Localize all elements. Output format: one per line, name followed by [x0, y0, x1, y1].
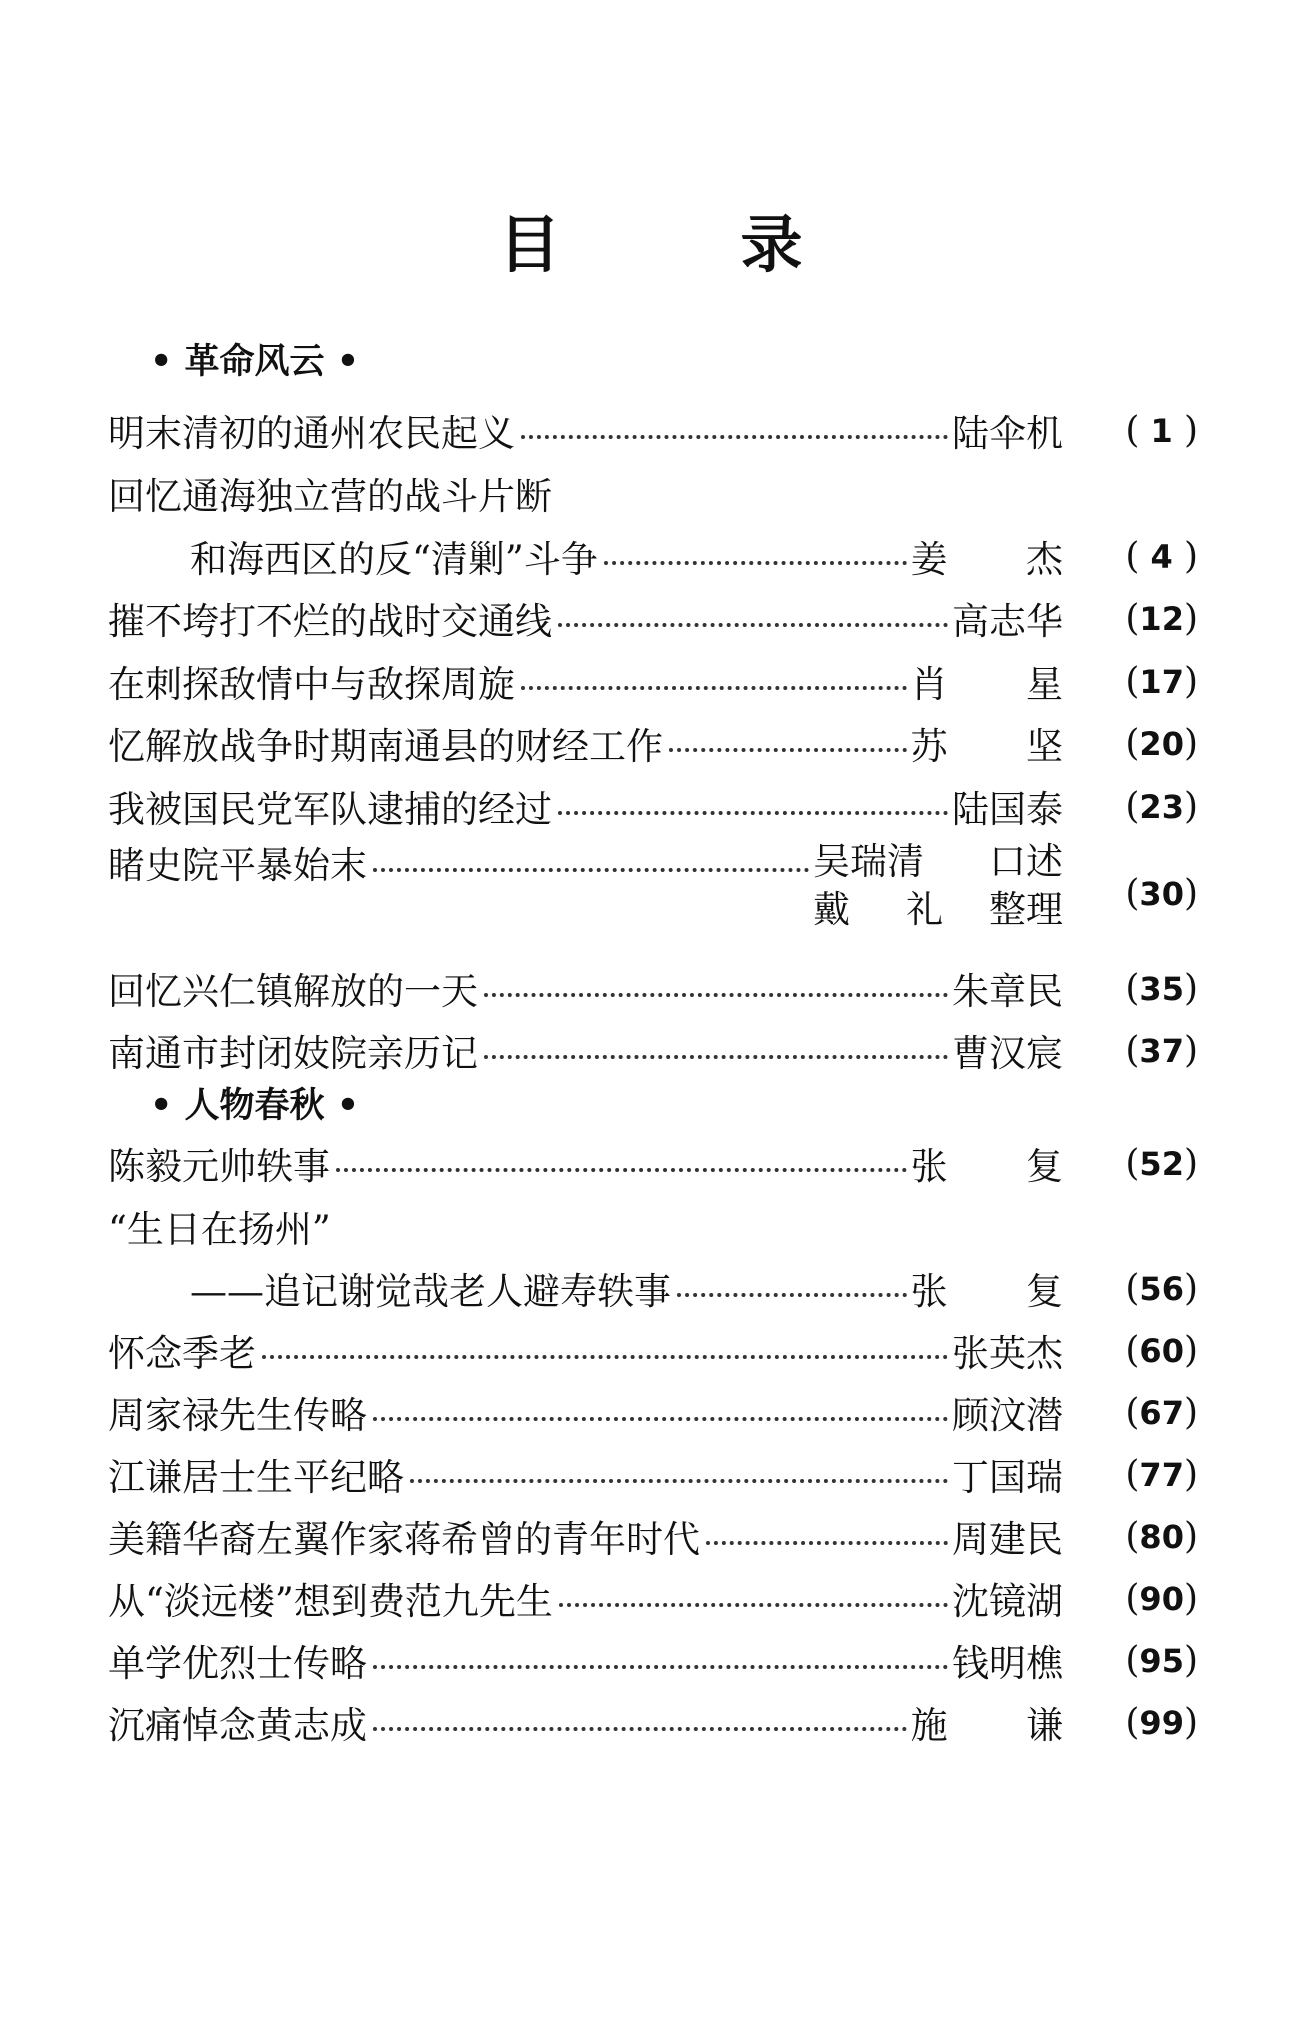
entry-title: 明末清初的通州农民起义: [108, 412, 515, 455]
entry-page: (52): [1125, 1142, 1198, 1184]
toc-entry[interactable]: [108, 838, 1198, 948]
entry-title: 沉痛悼念黄志成: [108, 1704, 367, 1747]
dot-leader: [669, 748, 907, 752]
entry-author: 高志华: [952, 600, 1063, 643]
entry-page: (35): [1125, 967, 1198, 1009]
page-number: 90: [1139, 1579, 1184, 1618]
entry-page: (37): [1125, 1029, 1198, 1071]
entry-title: 周家禄先生传略: [108, 1394, 367, 1437]
entry-author: 周建民: [952, 1518, 1063, 1561]
entry-page: (60): [1125, 1329, 1198, 1371]
toc-entry[interactable]: [108, 1135, 1198, 1191]
dot-leader: [373, 1417, 948, 1421]
dot-leader: [410, 1479, 948, 1483]
entry-author: 朱章民: [952, 970, 1063, 1013]
toc-entry[interactable]: [108, 1570, 1198, 1626]
entry-author: 顾汶潜: [952, 1394, 1063, 1437]
page-number: 17: [1139, 662, 1184, 701]
entry-page: (95): [1125, 1639, 1198, 1681]
entry-title: 江谦居士生平纪略: [108, 1456, 404, 1499]
credit-role: 整理: [989, 888, 1063, 931]
entry-title: 摧不垮打不烂的战时交通线: [108, 600, 552, 643]
toc-entry[interactable]: [108, 960, 1198, 1016]
toc-entry[interactable]: [108, 778, 1198, 834]
page-number: 1: [1150, 411, 1173, 450]
page-number: 99: [1139, 1703, 1184, 1742]
entry-page: (17): [1125, 660, 1198, 702]
dot-leader: [373, 868, 809, 872]
toc-entry[interactable]: [108, 1022, 1198, 1078]
entry-page: (30): [1125, 872, 1198, 914]
entry-author: 苏 坚: [910, 725, 1097, 768]
page-number: 35: [1139, 969, 1184, 1008]
page-number: 77: [1139, 1455, 1184, 1494]
section-heading-revolution: • 革命风云 •: [150, 342, 360, 382]
page-number: 67: [1139, 1393, 1184, 1432]
entry-title: 南通市封闭妓院亲历记: [108, 1032, 478, 1075]
credit-block: [813, 838, 1063, 934]
toc-entry[interactable]: [108, 1508, 1198, 1564]
dot-leader: [521, 686, 907, 690]
page-number: 80: [1139, 1517, 1184, 1556]
title-char-2: 录: [740, 208, 803, 281]
page-number: 12: [1139, 599, 1184, 638]
dot-leader: [558, 623, 948, 627]
credit-line: [813, 838, 1063, 886]
dot-leader: [521, 435, 948, 439]
dot-leader: [558, 811, 948, 815]
entry-author: 施 谦: [910, 1704, 1097, 1747]
page-number: 37: [1139, 1031, 1184, 1070]
page-number: 30: [1139, 874, 1184, 913]
page-number: 95: [1139, 1641, 1184, 1680]
dot-leader: [373, 1665, 948, 1669]
entry-page: (12): [1125, 597, 1198, 639]
entry-title: 在刺探敌情中与敌探周旋: [108, 663, 515, 706]
dot-leader: [262, 1355, 948, 1359]
dot-leader: [559, 1603, 948, 1607]
entry-title: 单学优烈士传略: [108, 1642, 367, 1685]
toc-entry[interactable]: [108, 1632, 1198, 1688]
entry-author: 张 复: [910, 1145, 1097, 1188]
entry-title: 我被国民党军队逮捕的经过: [108, 788, 552, 831]
entry-title: 和海西区的反“清剿”斗争: [190, 538, 598, 581]
page-title: [0, 205, 1301, 285]
section-heading-people: • 人物春秋 •: [150, 1086, 360, 1126]
credit-line: [813, 886, 1063, 934]
toc-entry[interactable]: [108, 590, 1198, 646]
page-number: 52: [1139, 1144, 1184, 1183]
entry-author: 张英杰: [952, 1332, 1063, 1375]
toc-entry-continuation[interactable]: [190, 528, 1198, 584]
entry-author: 钱明樵: [952, 1642, 1063, 1685]
entry-title: 回忆兴仁镇解放的一天: [108, 970, 478, 1013]
entry-page: (90): [1125, 1577, 1198, 1619]
toc-entry[interactable]: [108, 1198, 1198, 1254]
dot-leader: [484, 1055, 948, 1059]
dot-leader: [336, 1168, 907, 1172]
entry-author: 张 复: [910, 1270, 1097, 1313]
page-number: 60: [1139, 1331, 1184, 1370]
title-char-1: 目: [498, 208, 561, 281]
entry-author: 姜 杰: [910, 538, 1097, 581]
toc-entry[interactable]: [108, 465, 1198, 521]
credit-name: 吴瑞清: [813, 840, 924, 883]
page-number: 4: [1150, 537, 1173, 576]
entry-page: ( 1 ): [1125, 409, 1198, 451]
credit-name: 戴 礼: [813, 888, 966, 931]
entry-page: (67): [1125, 1391, 1198, 1433]
entry-page: (20): [1125, 722, 1198, 764]
entry-author: 肖 星: [910, 663, 1097, 706]
entry-page: (56): [1125, 1267, 1198, 1309]
entry-title: 陈毅元帅轶事: [108, 1145, 330, 1188]
dot-leader: [604, 561, 907, 565]
page-number: 23: [1139, 787, 1184, 826]
entry-title: 睹史院平暴始末: [108, 844, 367, 887]
dot-leader: [706, 1541, 948, 1545]
entry-author: 丁国瑞: [952, 1456, 1063, 1499]
credit-role: 口述: [989, 840, 1063, 883]
page-number: 56: [1139, 1269, 1184, 1308]
toc-entry[interactable]: [108, 1384, 1198, 1440]
toc-entry[interactable]: [108, 1446, 1198, 1502]
entry-page: (23): [1125, 785, 1198, 827]
entry-title: 美籍华裔左翼作家蒋希曾的青年时代: [108, 1518, 700, 1561]
entry-author: 曹汉宸: [952, 1032, 1063, 1075]
toc-entry-continuation[interactable]: [190, 1260, 1198, 1316]
entry-author: 陆伞机: [952, 412, 1063, 455]
entry-title: 从“淡远楼”想到费范九先生: [108, 1580, 553, 1623]
toc-entry[interactable]: [108, 715, 1198, 771]
toc-entry[interactable]: [108, 1694, 1198, 1750]
page-number: 20: [1139, 724, 1184, 763]
entry-title: 忆解放战争时期南通县的财经工作: [108, 725, 663, 768]
dot-leader: [484, 993, 948, 997]
entry-page: (80): [1125, 1515, 1198, 1557]
toc-entry[interactable]: [108, 402, 1198, 458]
entry-page: (77): [1125, 1453, 1198, 1495]
entry-title: “生日在扬州”: [108, 1208, 331, 1251]
toc-entry[interactable]: [108, 653, 1198, 709]
dot-leader: [677, 1293, 907, 1297]
entry-author: 陆国泰: [952, 788, 1063, 831]
entry-page: (99): [1125, 1701, 1198, 1743]
entry-title: 怀念季老: [108, 1332, 256, 1375]
toc-entry[interactable]: [108, 1322, 1198, 1378]
entry-page: ( 4 ): [1125, 535, 1198, 577]
dot-leader: [373, 1727, 907, 1731]
entry-title: 回忆通海独立营的战斗片断: [108, 475, 552, 518]
entry-author: 沈镜湖: [952, 1580, 1063, 1623]
entry-title: ——追记谢觉哉老人避寿轶事: [190, 1270, 671, 1313]
